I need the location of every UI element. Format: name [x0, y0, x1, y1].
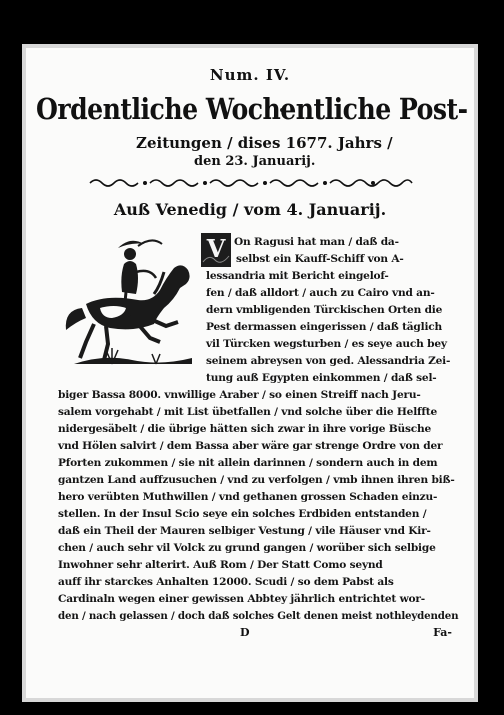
text-line: biger Bassa 8000. vnwillige Araber / so einen Streiff nach Jeru- [58, 389, 421, 401]
dispatch-heading: Auß Venedig / vom 4. Januarij. [113, 200, 387, 219]
masthead-subline: Zeitungen / dises 1677. Jahrs / [136, 134, 393, 152]
text-line: Pforten zukommen / sie nit allein darinnen / sondern auch in dem [58, 457, 438, 469]
text-line: fen / daß alldort / auch zu Cairo vnd an- [206, 287, 435, 299]
text-line: vnd Hölen salvirt / dem Bassa aber wäre gar strenge Ordre von der [58, 440, 443, 452]
text-line: vil Türcken wegsturben / es seye auch bey [206, 338, 447, 350]
catchword: Fa- [433, 626, 452, 639]
text-line: chen / auch sehr vil Volck zu grund gangen / worüber sich selbige [58, 542, 436, 554]
text-line: den / nach gelassen / doch daß solches Gelt denen meist nothleydenden [58, 610, 459, 622]
text-line: salem vorgehabt / mit List übetfallen / vnd solche über die Helffte [58, 406, 437, 418]
text-line: nidergesäbelt / die übrige hätten sich zwar in ihre vorige Büsche [58, 423, 432, 435]
text-line: seinem abreysen von ged. Alessandria Zei- [206, 355, 451, 367]
text-line: dern vmbligenden Türckischen Orten die [206, 304, 443, 316]
text-line: daß ein Theil der Mauren selbiger Vestung / vile Häuser vnd Kir- [58, 525, 431, 537]
text-line: selbst ein Kauff-Schiff von A- [236, 253, 404, 265]
text-line: Inwohner sehr alterirt. Auß Rom / Der Statt Como seynd [58, 559, 383, 571]
text-line: Pest dermassen eingerissen / daß täglich [206, 321, 443, 333]
text-line: hero verübten Muthwillen / vnd gethanen grossen Schaden einzu- [58, 491, 438, 503]
newspaper-page [26, 48, 474, 698]
text-line: stellen. In der Insul Scio seye ein solches Erdbiden entstanden / [58, 508, 427, 520]
signature-mark: D [240, 626, 250, 639]
article-body [26, 48, 474, 698]
issue-date: den 23. Januarij. [194, 154, 316, 169]
masthead-title: Ordentliche Wochentliche Post- [36, 92, 468, 126]
text-line: On Ragusi hat man / daß da- [234, 236, 399, 248]
text-line: auff ihr starckes Anhalten 12000. Scudi / so dem Pabst als [58, 576, 394, 588]
dropcap-letter: V [206, 234, 226, 263]
issue-number: Num. IV. [209, 66, 291, 84]
text-line: tung auß Egypten einkommen / daß sel- [206, 372, 437, 384]
text-line: Cardinaln wegen einer gewissen Abbtey jährlich entrichtet wor- [58, 593, 425, 605]
text-line: gantzen Land auffzusuchen / vnd zu verfolgen / vmb ihnen ihren biß- [58, 474, 455, 486]
text-line: lessandria mit Bericht eingelof- [206, 270, 389, 282]
